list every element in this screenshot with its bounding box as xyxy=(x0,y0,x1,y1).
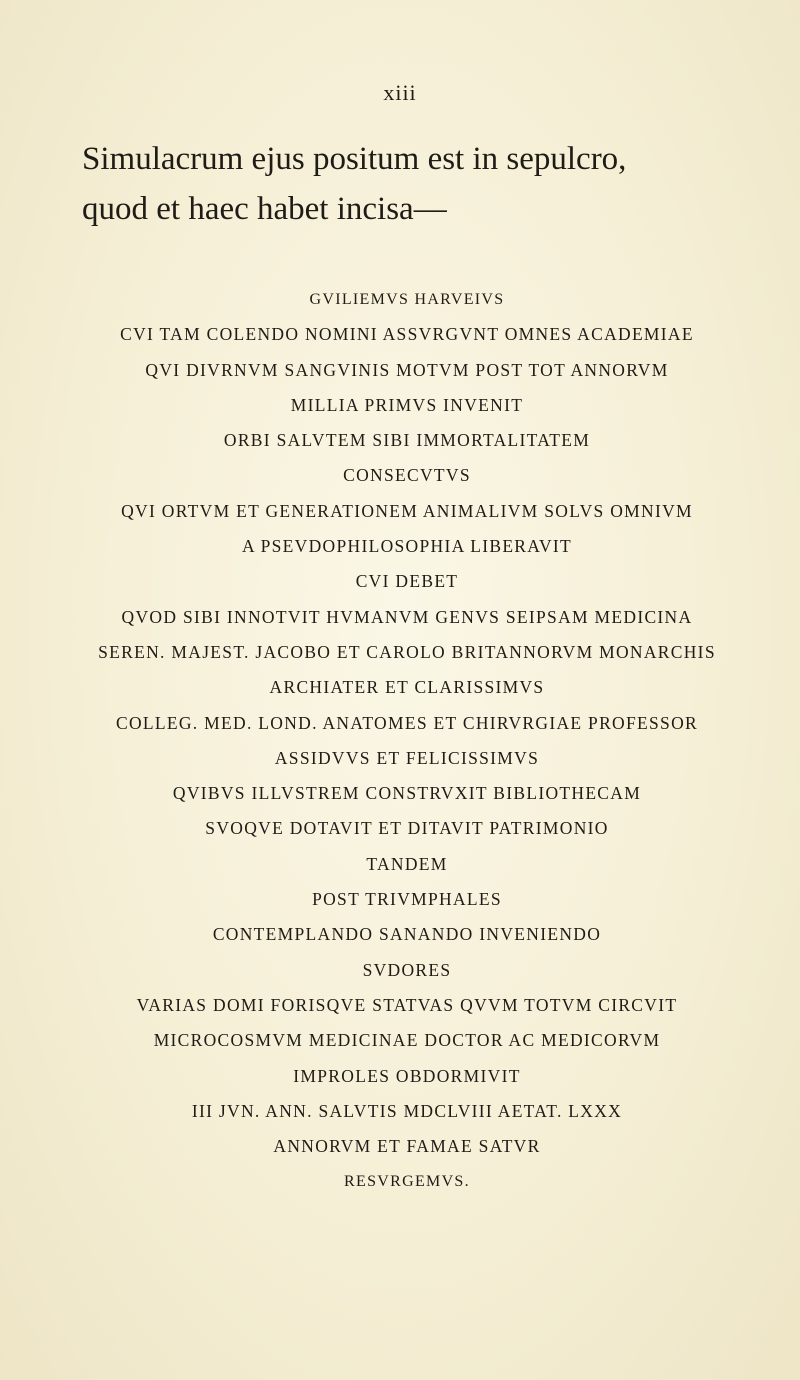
inscription-line: ORBI SALVTEM SIBI IMMORTALITATEM xyxy=(223,430,591,451)
inscription-line: QVOD SIBI INNOTVIT HVMANVM GENVS SEIPSAM MEDICINA xyxy=(121,606,693,627)
inscription-line: CVI DEBET xyxy=(355,571,459,592)
inscription-line: COLLEG. MED. LOND. ANATOMES ET CHIRVRGIAE PROFESSOR xyxy=(115,712,698,733)
inscription-line: MICROCOSMVM MEDICINAE DOCTOR AC MEDICORVM xyxy=(153,1030,661,1051)
inscription-line: SVDORES xyxy=(362,959,452,980)
page-number: xiii xyxy=(383,80,417,105)
inscription-line: CONTEMPLANDO SANANDO INVENIENDO xyxy=(212,924,602,945)
heading-line: quod et haec habet incisa— xyxy=(82,191,447,227)
inscription-line: CVI TAM COLENDO NOMINI ASSVRGVNT OMNES ACADEMIAE xyxy=(120,324,694,345)
epitaph-inscription xyxy=(0,282,800,1200)
inscription-line: ASSIDVVS ET FELICISSIMVS xyxy=(274,747,540,768)
inscription-line: MILLIA PRIMVS INVENIT xyxy=(290,394,524,415)
inscription-line: ARCHIATER ET CLARISSIMVS xyxy=(269,677,545,698)
inscription-line: ANNORVM ET FAMAE SATVR xyxy=(273,1136,541,1157)
heading-line: Simulacrum ejus positum est in sepulcro, xyxy=(82,141,627,177)
inscription-line: QVI DIVRNVM SANGVINIS MOTVM POST TOT ANNORVM xyxy=(145,359,669,380)
inscription-line: CONSECVTVS xyxy=(343,465,471,486)
inscription-line: IMPROLES OBDORMIVIT xyxy=(293,1065,521,1086)
inscription-line: III JVN. ANN. SALVTIS MDCLVIII AETAT. LXXX xyxy=(191,1100,623,1121)
inscription-line: RESVRGEMVS. xyxy=(344,1173,470,1191)
inscription-line: TANDEM xyxy=(366,853,448,874)
inscription-line: GVILIEMVS HARVEIVS xyxy=(309,291,505,308)
inscription-line: QVI ORTVM ET GENERATIONEM ANIMALIVM SOLVS OMNIVM xyxy=(121,500,693,521)
inscription-line: SEREN. MAJEST. JACOBO ET CAROLO BRITANNORVM MONARCHIS xyxy=(98,641,716,662)
inscription-line: SVOQVE DOTAVIT ET DITAVIT PATRIMONIO xyxy=(205,818,609,839)
inscription-line: QVIBVS ILLVSTREM CONSTRVXIT BIBLIOTHECAM xyxy=(172,783,642,804)
page-heading xyxy=(82,134,782,234)
inscription-line: POST TRIVMPHALES xyxy=(312,889,502,910)
inscription-line: A PSEVDOPHILOSOPHIA LIBERAVIT xyxy=(241,536,573,557)
inscription-line: VARIAS DOMI FORISQVE STATVAS QVVM TOTVM CIRCVIT xyxy=(136,994,678,1015)
